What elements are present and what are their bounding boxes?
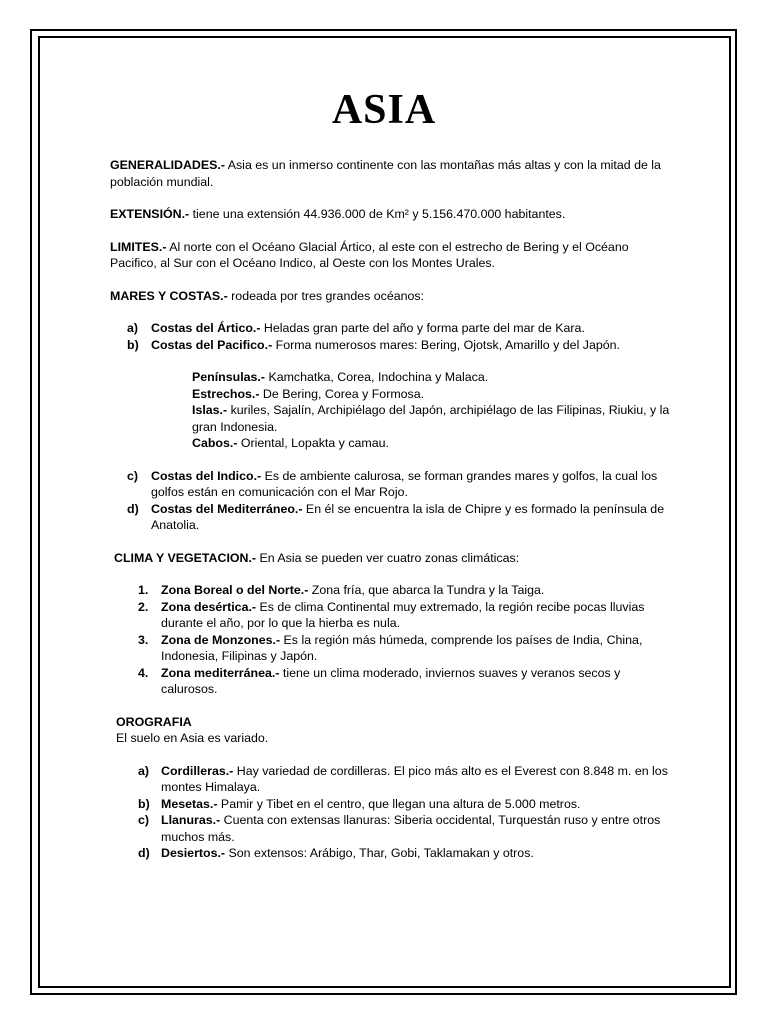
list-item: [110, 337, 670, 354]
sub-item-text: Oriental, Lopakta y camau.: [237, 436, 389, 450]
list-marker: a): [138, 763, 150, 778]
list-item-text: Pamir y Tibet en el centro, que llegan una altura de 5.000 metros.: [217, 796, 581, 811]
list-item: [110, 501, 670, 534]
limites-paragraph: [110, 239, 670, 272]
list-item: [110, 665, 670, 698]
document-body: [110, 157, 670, 862]
list-item: [110, 632, 670, 665]
list-marker: c): [138, 813, 150, 827]
pacific-sublist: [110, 369, 670, 452]
list-item-label: Mesetas.-: [161, 796, 218, 811]
list-item-label: Costas del Indico.-: [151, 468, 262, 483]
list-item: [110, 599, 670, 632]
list-item-label: Desiertos.-: [161, 846, 226, 860]
list-item-label: Costas del Ártico.-: [151, 321, 261, 335]
list-item-text: En él se encuentra la isla de Chipre y es formado la península de Anatolia.: [151, 501, 665, 532]
list-item-text: tiene un clima moderado, inviernos suaves y veranos secos y calurosos.: [161, 665, 621, 696]
list-marker: b): [138, 796, 150, 811]
mares-label: MARES Y COSTAS.-: [110, 288, 228, 303]
orografia-intro: [116, 730, 670, 747]
orografia-text: El suelo en Asia es variado.: [116, 731, 269, 745]
list-item-label: Zona desértica.-: [161, 599, 257, 614]
list-item-text: Zona fría, que abarca la Tundra y la Taiga.: [308, 583, 545, 597]
list-marker: b): [127, 337, 139, 352]
orografia-heading: [116, 714, 670, 731]
list-item-label: Cordilleras.-: [161, 763, 234, 778]
list-item-label: Costas del Pacifico.-: [151, 337, 273, 352]
sub-item-label: Estrechos.-: [192, 386, 260, 401]
list-item: [110, 796, 670, 813]
list-item-text: Es de ambiente calurosa, se forman grandes mares y golfos, la cual los golfos están en comunicación con el Mar Rojo.: [151, 468, 658, 499]
mares-list-cd: [110, 468, 670, 534]
generalidades-paragraph: [110, 157, 670, 190]
clima-text: En Asia se pueden ver cuatro zonas climáticas:: [256, 550, 520, 565]
sub-item-text: De Bering, Corea y Formosa.: [259, 386, 425, 401]
limites-label: LIMITES.-: [110, 239, 167, 254]
sub-item: [192, 435, 670, 452]
mares-paragraph: [110, 288, 670, 305]
list-item-label: Zona Boreal o del Norte.-: [161, 583, 309, 597]
list-item-label: Llanuras.-: [161, 813, 221, 827]
list-item-text: Heladas gran parte del año y forma parte del mar de Kara.: [260, 321, 585, 335]
list-item: [110, 468, 670, 501]
sub-item-label: Cabos.-: [192, 436, 238, 450]
clima-label: CLIMA Y VEGETACION.-: [114, 550, 257, 565]
orografia-label: OROGRAFIA: [116, 714, 192, 729]
list-item: [110, 845, 670, 862]
list-marker: 1.: [138, 583, 149, 597]
list-item-text: Son extensos: Arábigo, Thar, Gobi, Taklamakan y otros.: [225, 846, 534, 860]
sub-item: [192, 402, 670, 435]
clima-list: [110, 582, 670, 698]
list-marker: a): [127, 321, 139, 335]
clima-paragraph: [110, 550, 670, 567]
list-item-label: Costas del Mediterráneo.-: [151, 501, 303, 516]
list-item: [110, 763, 670, 796]
list-item: [110, 320, 670, 337]
list-marker: d): [138, 846, 150, 860]
sub-item: [192, 369, 670, 386]
list-item-text: Forma numerosos mares: Bering, Ojotsk, Amarillo y del Japón.: [272, 337, 620, 352]
list-marker: c): [127, 468, 139, 483]
list-item-text: Es la región más húmeda, comprende los países de India, China, Indonesia, Filipinas y Japón.: [161, 632, 643, 663]
orografia-list: [110, 763, 670, 862]
sub-item-text: kuriles, Sajalín, Archipiélago del Japón, archipiélago de las Filipinas, Riukiu, y la gran Indonesia.: [192, 403, 670, 434]
list-marker: 2.: [138, 599, 149, 614]
mares-list-ab: [110, 320, 670, 353]
list-item-label: Zona mediterránea.-: [161, 665, 280, 680]
extension-text: tiene una extensión 44.936.000 de Km² y 5.156.470.000 habitantes.: [189, 207, 566, 221]
list-item-text: Cuenta con extensas llanuras: Siberia occidental, Turquestán ruso y entre otros muchos más.: [161, 813, 661, 844]
generalidades-text: Asia es un inmerso continente con las montañas más altas y con la mitad de la población mundial.: [110, 158, 661, 189]
list-marker: 4.: [138, 665, 149, 680]
mares-text: rodeada por tres grandes océanos:: [227, 288, 425, 303]
list-item: [110, 582, 670, 599]
extension-paragraph: [110, 206, 670, 223]
list-item: [110, 812, 670, 845]
sub-item: [192, 386, 670, 403]
limites-text: Al norte con el Océano Glacial Ártico, al este con el estrecho de Bering y el Océano Pacifico, al Sur con el Océano Indico, al Oeste con los Montes Urales.: [110, 239, 629, 270]
page-title: ASIA: [331, 87, 437, 133]
extension-label: EXTENSIÓN.-: [110, 207, 190, 221]
sub-item-label: Islas.-: [192, 403, 228, 417]
sub-item-text: Kamchatka, Corea, Indochina y Malaca.: [265, 370, 489, 384]
list-marker: 3.: [138, 632, 149, 647]
list-item-text: Hay variedad de cordilleras. El pico más alto es el Everest con 8.848 m. en los montes Himalaya.: [161, 763, 668, 794]
generalidades-label: GENERALIDADES.-: [110, 158, 225, 172]
list-marker: d): [127, 501, 139, 516]
list-item-text: Es de clima Continental muy extremado, la región recibe pocas lluvias durante el año, por lo que la hierba es nula.: [161, 599, 645, 630]
sub-item-label: Penínsulas.-: [192, 370, 265, 384]
list-item-label: Zona de Monzones.-: [161, 632, 281, 647]
